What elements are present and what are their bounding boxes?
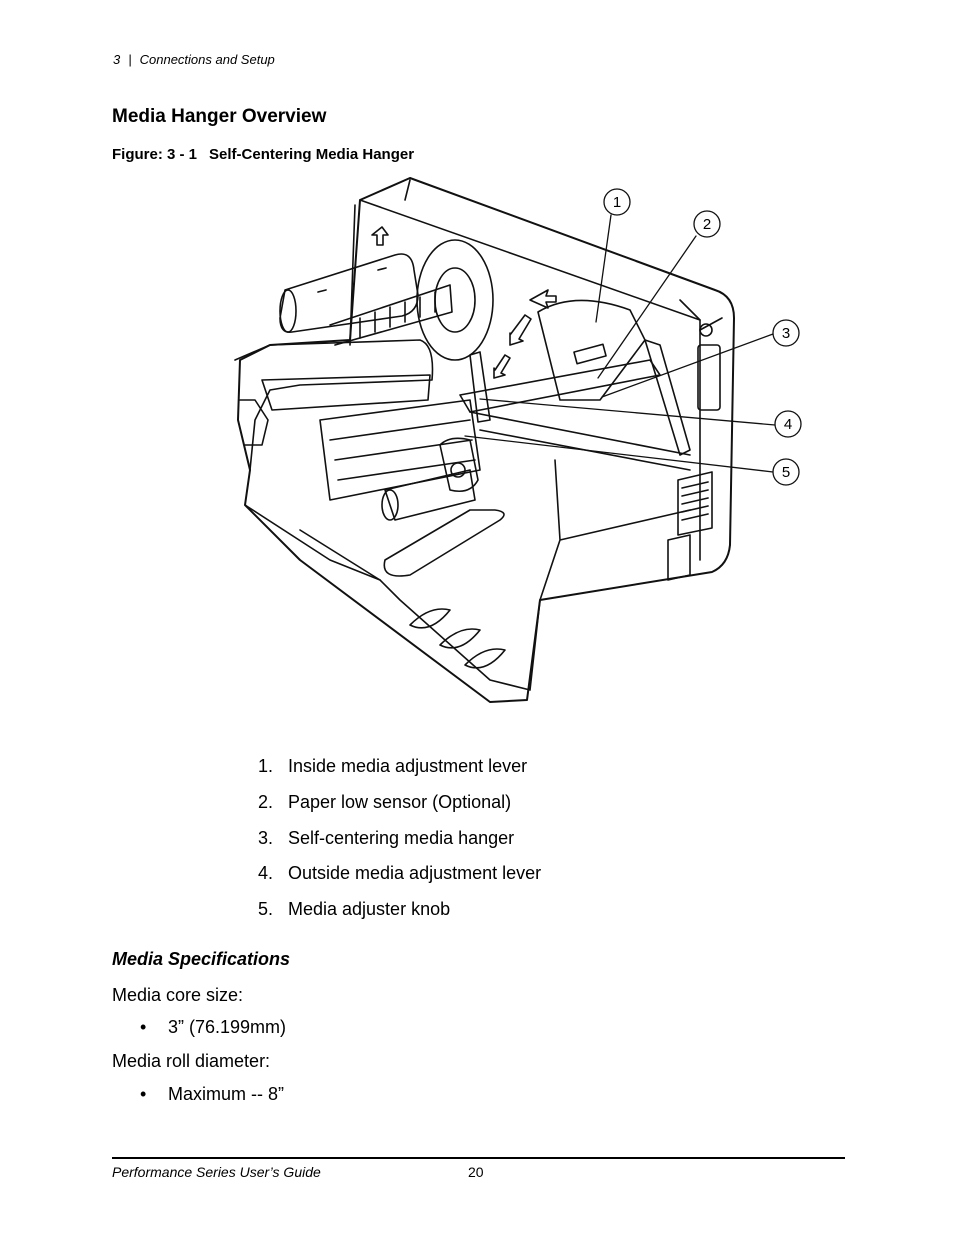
legend-item-number: 4. xyxy=(258,863,274,884)
legend-item xyxy=(258,861,541,897)
leader-line-4 xyxy=(480,399,775,425)
arrow-3 xyxy=(510,315,531,345)
bullet-mark: • xyxy=(140,1084,147,1104)
legend-item-text: Self-centering media hanger xyxy=(288,827,515,848)
legend-item-number: 5. xyxy=(258,899,274,920)
callout-marker-1: 1 xyxy=(612,194,622,211)
tray-slot-2 xyxy=(440,629,480,648)
hanger-arm xyxy=(645,340,690,455)
legend-item-text: Media adjuster knob xyxy=(288,899,451,920)
legend-item-text: Outside media adjustment lever xyxy=(288,863,542,884)
platen-roller xyxy=(385,470,475,520)
legend-item-number: 1. xyxy=(258,756,274,776)
bullet-mark: • xyxy=(140,1017,147,1037)
arrow-1 xyxy=(372,227,388,245)
legend-item xyxy=(258,826,541,862)
subsection-title: Media Specifications xyxy=(112,949,291,969)
roll-diameter-bullet xyxy=(140,1084,284,1105)
spindle xyxy=(330,285,452,345)
printer-media-hanger-illustration xyxy=(225,170,805,715)
leader-line-2 xyxy=(598,236,696,378)
legend-item-number: 2. xyxy=(258,791,274,812)
page-number: 20 xyxy=(468,1164,484,1180)
tray-slot-1 xyxy=(410,609,450,628)
callout-marker-5: 5 xyxy=(781,464,791,481)
media-hanger-plate xyxy=(538,300,645,400)
leader-line-1 xyxy=(596,215,611,322)
legend-item-text: Inside media adjustment lever xyxy=(288,756,528,776)
printer-housing xyxy=(238,178,734,702)
footer-title: Performance Series User’s Guide xyxy=(112,1164,321,1180)
core-size-value: 3” (76.199mm) xyxy=(168,1017,287,1037)
callout-marker-3: 3 xyxy=(781,325,791,342)
footer-divider xyxy=(112,1157,845,1159)
paper-low-sensor xyxy=(574,344,606,363)
legend-item-text: Paper low sensor (Optional) xyxy=(288,791,512,812)
leader-line-3 xyxy=(602,334,773,397)
figure-number: Figure: 3 - 1 xyxy=(112,146,198,163)
side-latch xyxy=(668,535,690,580)
header-separator: | xyxy=(128,52,132,67)
roll-diameter-label: Media roll diameter: xyxy=(112,1051,271,1071)
ribbon-roll xyxy=(280,254,418,332)
callout-marker-2: 2 xyxy=(702,216,712,233)
tray-slot-3 xyxy=(465,649,505,668)
figure-caption-text: Self-Centering Media Hanger xyxy=(209,146,415,163)
legend-item xyxy=(258,897,541,933)
section-title: Media Hanger Overview xyxy=(112,106,327,127)
callout-marker-4: 4 xyxy=(783,416,793,433)
figure-caption xyxy=(112,146,414,163)
center-frame xyxy=(350,180,700,560)
legend-item-number: 3. xyxy=(258,827,274,848)
running-header xyxy=(113,52,275,67)
roll-diameter-value: Maximum -- 8” xyxy=(168,1084,284,1104)
hub-disc xyxy=(417,240,493,360)
legend-item xyxy=(258,754,541,790)
legend-item xyxy=(258,790,541,826)
media-tray xyxy=(245,505,540,690)
core-size-bullet xyxy=(140,1017,286,1038)
chapter-number: 3 xyxy=(113,52,121,67)
callout-legend xyxy=(258,754,541,933)
arrow-4 xyxy=(494,355,510,378)
core-size-label: Media core size: xyxy=(112,985,244,1005)
chapter-title: Connections and Setup xyxy=(139,52,275,67)
